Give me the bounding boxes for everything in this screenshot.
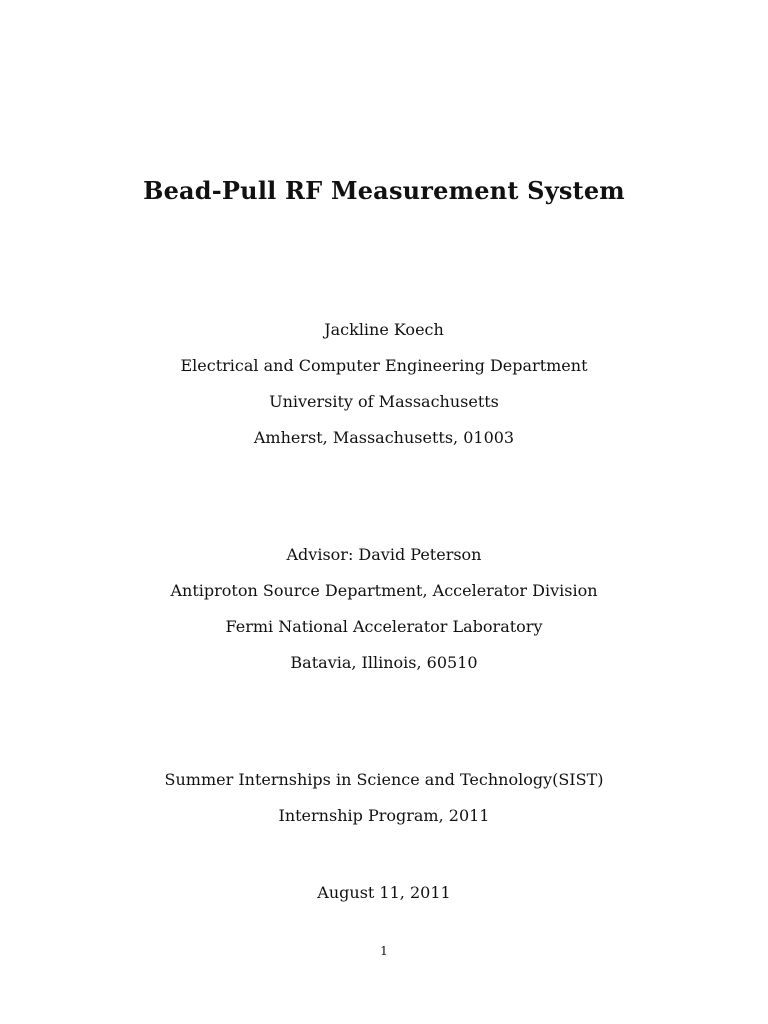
author-name: Jackline Koech: [324, 320, 444, 339]
program-name: Summer Internships in Science and Technology(SIST): [164, 770, 604, 789]
document-date: August 11, 2011: [317, 883, 451, 902]
advisor-lab: Fermi National Accelerator Laboratory: [225, 617, 543, 636]
author-address: Amherst, Massachusetts, 01003: [253, 428, 515, 447]
advisor-address: Batavia, Illinois, 60510: [290, 653, 478, 672]
author-university: University of Massachusetts: [269, 392, 499, 411]
advisor-name: Advisor: David Peterson: [286, 545, 482, 564]
document-title: Bead-Pull RF Measurement System: [143, 176, 625, 205]
program-year: Internship Program, 2011: [278, 806, 490, 825]
author-department: Electrical and Computer Engineering Department: [180, 356, 588, 375]
advisor-department: Antiproton Source Department, Accelerator Division: [170, 581, 598, 600]
page-number: 1: [380, 944, 388, 958]
